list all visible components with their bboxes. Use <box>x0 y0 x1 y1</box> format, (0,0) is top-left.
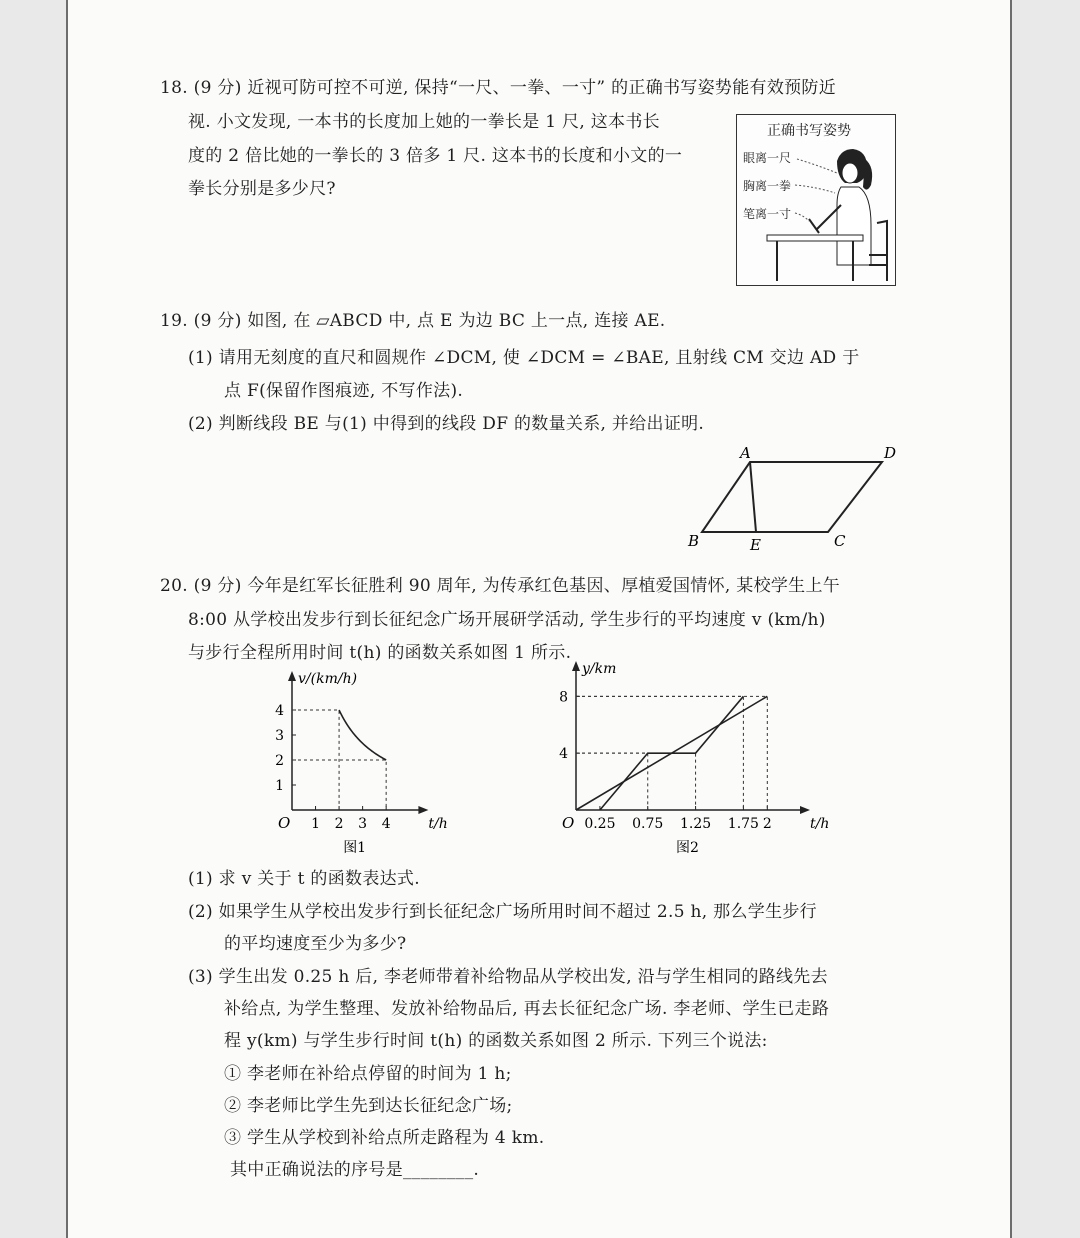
posture-figure-title: 正确书写姿势 <box>767 123 851 139</box>
q20-statement-3: ③ 学生从学校到补给点所走路程为 4 km. <box>224 1128 545 1148</box>
q20-sub3-line-1: (3) 学生出发 0.25 h 后, 李老师带着补给物品从学校出发, 沿与学生相同的路线先去 <box>188 967 828 987</box>
x-axis-arrow <box>418 806 428 814</box>
chart-figure-1 <box>252 670 452 860</box>
q20-statement-1: ① 李老师在补给点停留的时间为 1 h; <box>224 1064 512 1084</box>
parallelogram-figure <box>680 440 940 560</box>
guide-line <box>576 753 648 810</box>
q20-sub2-a: (2) 如果学生从学校出发步行到长征纪念广场所用时间不超过 2.5 h, 那么学生步行 <box>188 902 817 922</box>
q18-line-3: 度的 2 倍比她的一拳长的 3 倍多 1 尺. 这本书的长度和小文的一 <box>188 146 683 166</box>
x-tick-label: 0.25 <box>584 816 616 832</box>
x-tick-label: 0.75 <box>632 816 664 832</box>
point-E: E <box>750 536 761 554</box>
guide-line <box>576 753 696 810</box>
q20-sub3-line-2: 补给点, 为学生整理、发放补给物品后, 再去长征纪念广场. 李老师、学生已走路 <box>224 999 830 1019</box>
y-axis-label: y/km <box>582 661 617 677</box>
x-tick-label: 1.25 <box>679 816 712 832</box>
x-tick-label: 1 <box>311 816 320 832</box>
point-B: B <box>688 532 700 550</box>
y-tick-label: 8 <box>559 689 568 706</box>
q20-statement-2: ② 李老师比学生先到达长征纪念广场; <box>224 1096 513 1116</box>
x-axis-arrow <box>800 806 810 814</box>
q19-part1-a: (1) 请用无刻度的直尺和圆规作 ∠DCM, 使 ∠DCM = ∠BAE, 且射线 CM 交边 AD 于 <box>188 348 860 368</box>
y-tick-label: 2 <box>275 753 284 769</box>
x-tick-label: 2 <box>334 816 344 832</box>
point-C: C <box>834 532 846 550</box>
chart-caption: 图1 <box>343 840 367 856</box>
q18-line-2: 视. 小文发现, 一本书的长度加上她的一拳长是 1 尺, 这本书长 <box>188 112 660 132</box>
q20-answer-blank: 其中正确说法的序号是________. <box>230 1160 480 1180</box>
q19-part2: (2) 判断线段 BE 与(1) 中得到的线段 DF 的数量关系, 并给出证明. <box>188 414 705 434</box>
q20-sub1: (1) 求 v 关于 t 的函数表达式. <box>188 869 420 889</box>
series-line-2 <box>600 696 743 810</box>
series-line-1 <box>339 710 386 760</box>
x-tick-label: 4 <box>381 816 391 832</box>
x-axis-label: t/h <box>428 816 448 832</box>
x-axis-label: t/h <box>810 816 830 832</box>
q19-part1-b: 点 F(保留作图痕迹, 不写作法). <box>224 381 464 401</box>
y-axis-label: v/(km/h) <box>298 671 358 687</box>
point-D: D <box>884 444 897 462</box>
point-A: A <box>740 444 751 462</box>
y-axis-arrow <box>288 671 296 681</box>
posture-label-pen: 笔离一寸 <box>743 207 792 221</box>
origin-label: O <box>562 814 575 832</box>
q20-line-3: 与步行全程所用时间 t(h) 的函数关系如图 1 所示. <box>188 643 572 663</box>
q19-line-1: 19. (9 分) 如图, 在 ▱ABCD 中, 点 E 为边 BC 上一点, 连接 AE. <box>160 311 666 331</box>
student-illustration <box>737 115 894 284</box>
q20-line-1: 20. (9 分) 今年是红军长征胜利 90 周年, 为传承红色基因、厚植爱国情怀, 某校学生上午 <box>160 576 841 596</box>
x-tick-label: 3 <box>358 816 368 832</box>
q20-sub3-line-3: 程 y(km) 与学生步行时间 t(h) 的函数关系如图 2 所示. 下列三个说法: <box>224 1031 768 1051</box>
y-tick-label: 4 <box>559 746 568 763</box>
y-tick-label: 3 <box>275 728 284 744</box>
posture-label-chest: 胸离一拳 <box>743 179 792 193</box>
x-tick-label: 1.75 <box>727 816 759 832</box>
q20-line-2: 8:00 从学校出发步行到长征纪念广场开展研学活动, 学生步行的平均速度 v (km/h) <box>188 610 826 630</box>
writing-posture-figure <box>736 114 896 286</box>
y-tick-label: 4 <box>275 703 284 719</box>
posture-label-eye: 眼离一尺 <box>743 151 792 165</box>
q18-line-4: 拳长分别是多少尺? <box>188 179 336 199</box>
chart-caption: 图2 <box>676 840 699 856</box>
origin-label: O <box>278 814 291 832</box>
q18-line-1: 18. (9 分) 近视可防可控不可逆, 保持“一尺、一拳、一寸” 的正确书写姿势能有效预防近 <box>160 78 837 98</box>
y-tick-label: 1 <box>275 778 284 794</box>
chart-figure-2 <box>546 661 830 860</box>
q20-sub2-b: 的平均速度至少为多少? <box>224 934 407 954</box>
x-tick-label: 2 <box>762 816 772 832</box>
